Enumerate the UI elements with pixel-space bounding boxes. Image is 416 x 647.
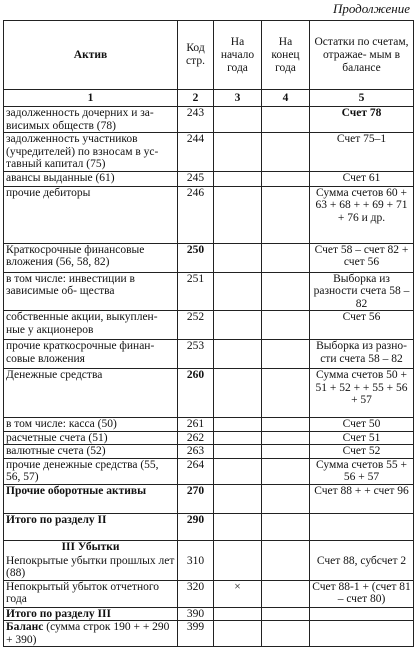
- row-start-value: [214, 311, 262, 340]
- row-asset-label: Итого по разделу II: [4, 513, 178, 540]
- row-asset-label: Прочие оборотные активы: [4, 484, 178, 513]
- row-code: 253: [178, 340, 214, 369]
- row-code: 264: [178, 458, 214, 484]
- row-end-value: [262, 458, 310, 484]
- row-start-value: [214, 484, 262, 513]
- row-start-value: ×: [214, 580, 262, 607]
- column-number-row: [4, 90, 414, 107]
- row-remarks: Сумма счетов 60 + 63 + 68 + + 69 + 71 + 76 и др.: [310, 186, 414, 243]
- header-start-of-year: На начало года: [214, 21, 262, 90]
- col-number: 3: [214, 90, 262, 107]
- row-start-value: [214, 340, 262, 369]
- table-row: [4, 418, 414, 432]
- row-end-value: [262, 171, 310, 186]
- table-row: [4, 311, 414, 340]
- row-asset-label: III Убытки: [4, 540, 178, 555]
- row-start-value: [214, 458, 262, 484]
- row-end-value: [262, 513, 310, 540]
- table-row: [4, 607, 414, 621]
- row-end-value: [262, 311, 310, 340]
- row-asset-label: валютные счета (52): [4, 445, 178, 459]
- row-remarks: [310, 621, 414, 647]
- row-code: 245: [178, 171, 214, 186]
- row-end-value: [262, 621, 310, 647]
- header-row: [4, 21, 414, 90]
- row-start-value: [214, 431, 262, 445]
- row-code: 263: [178, 445, 214, 459]
- row-end-value: [262, 445, 310, 459]
- row-code: [178, 540, 214, 555]
- table-row: [4, 445, 414, 459]
- table-body: [4, 107, 414, 647]
- row-start-value: [214, 171, 262, 186]
- row-start-value: [214, 555, 262, 581]
- row-remarks: Счет 50: [310, 418, 414, 432]
- row-start-value: [214, 621, 262, 647]
- row-asset-label: расчетные счета (51): [4, 431, 178, 445]
- row-asset-label: прочие денежные средства (55, 56, 57): [4, 458, 178, 484]
- row-end-value: [262, 272, 310, 311]
- row-end-value: [262, 484, 310, 513]
- row-remarks: Сумма счетов 50 + 51 + 52 + + 55 + 56 + 57: [310, 369, 414, 418]
- row-remarks: Счет 75–1: [310, 133, 414, 172]
- balance-sheet-table: [3, 20, 414, 647]
- col-number: 1: [4, 90, 178, 107]
- row-remarks: Счет 58 – счет 82 + счет 56: [310, 243, 414, 272]
- row-remarks: Счет 61: [310, 171, 414, 186]
- table-row: [4, 186, 414, 243]
- table-row: [4, 621, 414, 647]
- row-asset-label: задолженность дочерних и за- висимых обществ (78): [4, 107, 178, 133]
- row-remarks: Выборка из разно- сти счета 58 – 82: [310, 340, 414, 369]
- row-asset-label: Краткосрочные финансовые вложения (56, 58, 82): [4, 243, 178, 272]
- row-start-value: [214, 107, 262, 133]
- table-row: [4, 272, 414, 311]
- row-remarks: [310, 607, 414, 621]
- table-row: [4, 540, 414, 555]
- row-code: 244: [178, 133, 214, 172]
- row-code: 310: [178, 555, 214, 581]
- row-asset-label: Итого по разделу III: [4, 607, 178, 621]
- row-end-value: [262, 186, 310, 243]
- row-remarks: Счет 88, субсчет 2: [310, 555, 414, 581]
- row-start-value: [214, 186, 262, 243]
- row-code: 262: [178, 431, 214, 445]
- row-asset-label: Баланс (сумма строк 190 + + 290 + 390): [4, 621, 178, 647]
- row-asset-label: в том числе: касса (50): [4, 418, 178, 432]
- row-start-value: [214, 418, 262, 432]
- row-asset-label: Денежные средства: [4, 369, 178, 418]
- row-end-value: [262, 340, 310, 369]
- col-number: 4: [262, 90, 310, 107]
- row-start-value: [214, 272, 262, 311]
- row-end-value: [262, 431, 310, 445]
- row-remarks: Счет 88-1 + (счет 81 – счет 80): [310, 580, 414, 607]
- row-remarks: [310, 540, 414, 555]
- row-remarks: Счет 51: [310, 431, 414, 445]
- row-end-value: [262, 243, 310, 272]
- row-code: 260: [178, 369, 214, 418]
- row-start-value: [214, 540, 262, 555]
- row-code: 320: [178, 580, 214, 607]
- row-start-value: [214, 133, 262, 172]
- table-row: [4, 458, 414, 484]
- row-remarks: [310, 513, 414, 540]
- row-remarks: Сумма счетов 55 + 56 + 57: [310, 458, 414, 484]
- row-end-value: [262, 133, 310, 172]
- row-end-value: [262, 555, 310, 581]
- row-code: 290: [178, 513, 214, 540]
- row-start-value: [214, 243, 262, 272]
- row-remarks: Счет 52: [310, 445, 414, 459]
- header-remarks: Остатки по счетам, отражае- мым в балансе: [310, 21, 414, 90]
- header-asset: Актив: [4, 21, 178, 90]
- col-number: 2: [178, 90, 214, 107]
- row-remarks: Счет 78: [310, 107, 414, 133]
- row-code: 250: [178, 243, 214, 272]
- table-row: [4, 431, 414, 445]
- row-asset-label: авансы выданные (61): [4, 171, 178, 186]
- row-code: 390: [178, 607, 214, 621]
- table-row: [4, 107, 414, 133]
- row-start-value: [214, 607, 262, 621]
- row-code: 243: [178, 107, 214, 133]
- row-asset-label: прочие дебиторы: [4, 186, 178, 243]
- header-end-of-year: На конец года: [262, 21, 310, 90]
- table-row: [4, 580, 414, 607]
- table-row: [4, 513, 414, 540]
- row-asset-label: Непокрытые убытки прошлых лет (88): [4, 555, 178, 581]
- row-remarks: Выборка из разности счета 58 – 82: [310, 272, 414, 311]
- col-number: 5: [310, 90, 414, 107]
- continuation-caption: Продолжение: [332, 1, 410, 16]
- row-code: 261: [178, 418, 214, 432]
- row-end-value: [262, 418, 310, 432]
- row-end-value: [262, 607, 310, 621]
- row-end-value: [262, 540, 310, 555]
- row-code: 270: [178, 484, 214, 513]
- table-row: [4, 555, 414, 581]
- row-code: 399: [178, 621, 214, 647]
- table-row: [4, 340, 414, 369]
- row-remarks: Счет 88 + + счет 96: [310, 484, 414, 513]
- row-asset-label: Непокрытый убыток отчетного года: [4, 580, 178, 607]
- row-asset-label: прочие краткосрочные финан- совые вложения: [4, 340, 178, 369]
- header-code: Код стр.: [178, 21, 214, 90]
- table-row: [4, 484, 414, 513]
- row-asset-label: собственные акции, выкуплен- ные у акционеров: [4, 311, 178, 340]
- row-start-value: [214, 445, 262, 459]
- row-asset-label: задолженность участников (учредителей) по взносам в ус- тавный капитал (75): [4, 133, 178, 172]
- row-end-value: [262, 107, 310, 133]
- row-code: 252: [178, 311, 214, 340]
- row-end-value: [262, 369, 310, 418]
- row-start-value: [214, 513, 262, 540]
- row-remarks: Счет 56: [310, 311, 414, 340]
- row-end-value: [262, 580, 310, 607]
- row-code: 246: [178, 186, 214, 243]
- table-row: [4, 171, 414, 186]
- row-code: 251: [178, 272, 214, 311]
- row-asset-label: в том числе: инвестиции в зависимые об- щества: [4, 272, 178, 311]
- row-start-value: [214, 369, 262, 418]
- table-row: [4, 133, 414, 172]
- table-row: [4, 369, 414, 418]
- table-row: [4, 243, 414, 272]
